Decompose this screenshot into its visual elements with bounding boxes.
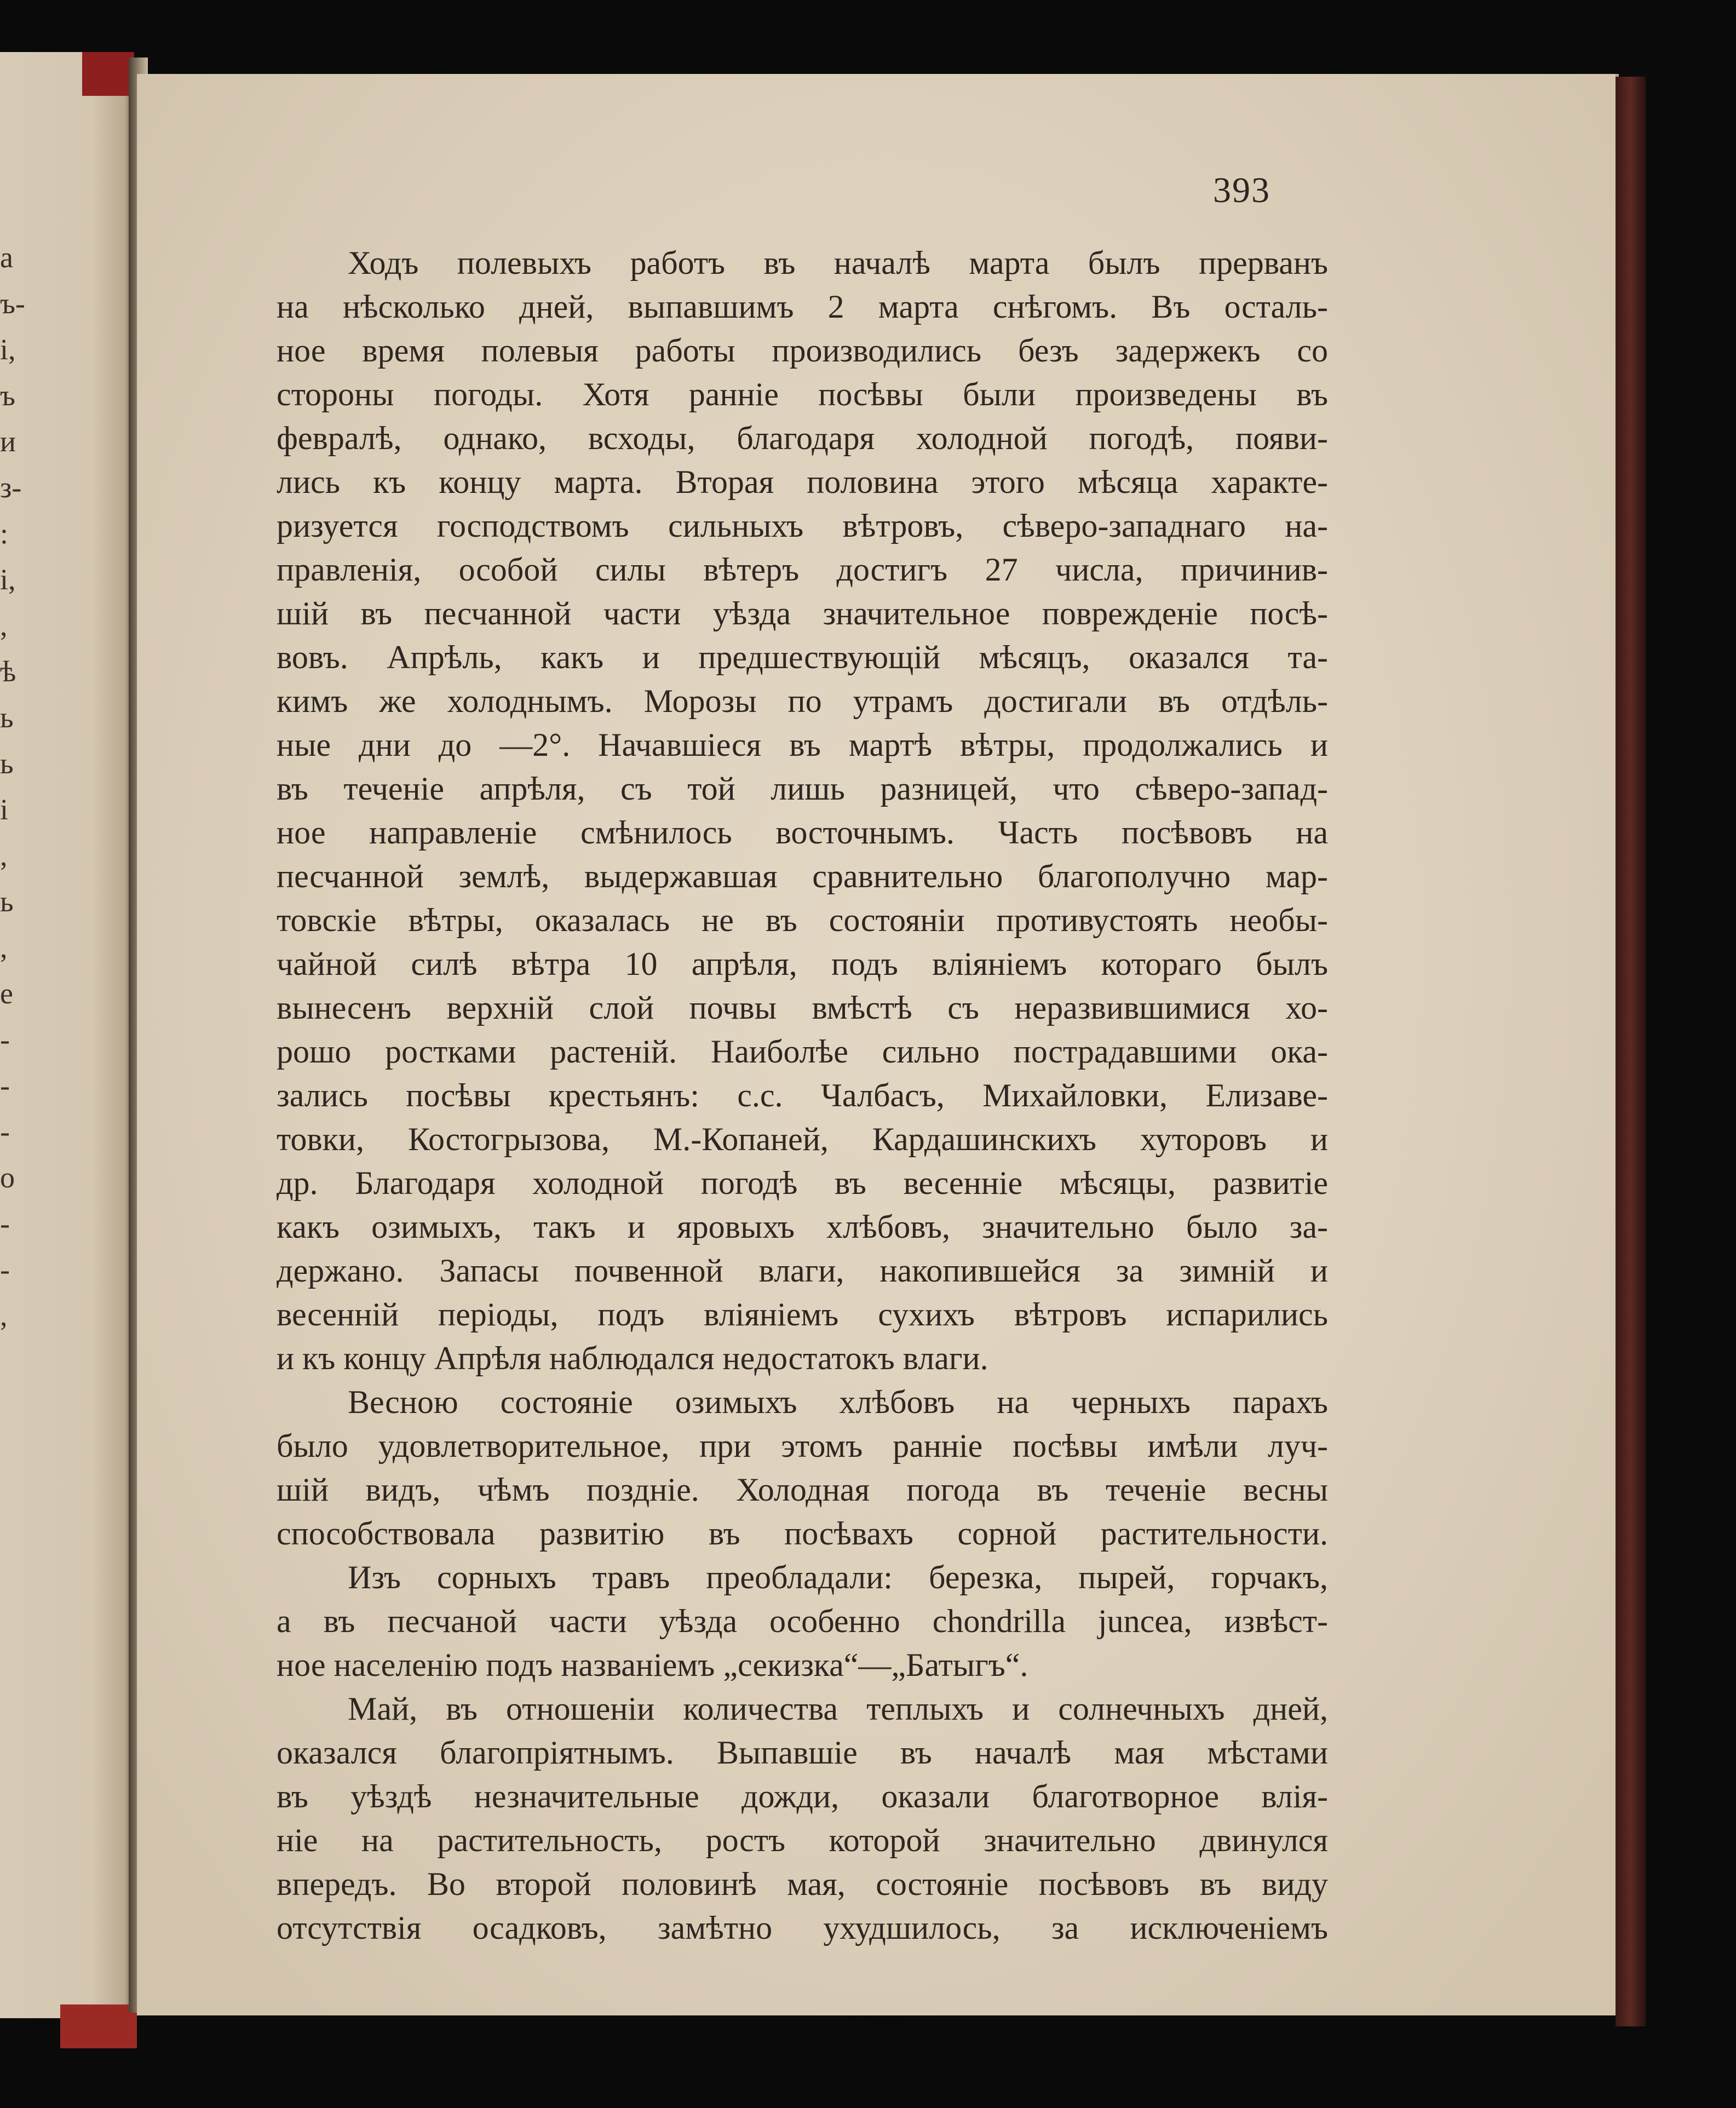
left-edge-char: , [0,1299,8,1332]
text-line: ные дни до —2°. Начавшіеся въ мартѣ вѣтры, продолжались и [277,727,1328,763]
left-edge-char: - [0,1207,10,1240]
left-edge-char: - [0,1253,10,1286]
left-edge-char: е [0,977,13,1010]
text-line: впередъ. Во второй половинѣ мая, состояніе посѣвовъ въ виду [277,1866,1328,1902]
text-line: зались посѣвы крестьянъ: с.с. Чалбасъ, Михайловки, Елизаве- [277,1077,1328,1113]
left-edge-char: ѣ [0,655,16,688]
text-line: лись къ концу марта. Вторая половина этого мѣсяца характе- [277,464,1328,500]
text-line: песчанной землѣ, выдержавшая сравнительно благополучно мар- [277,858,1328,894]
left-edge-char: з- [0,471,22,504]
left-edge-char: , [0,609,8,642]
text-line: ное направленіе смѣнилось восточнымъ. Часть посѣвовъ на [277,814,1328,851]
text-line: способствовала развитію въ посѣвахъ сорной растительности. [277,1515,1328,1552]
text-line: шій видъ, чѣмъ поздніе. Холодная погода въ теченіе весны [277,1472,1328,1508]
text-line: а въ песчаной части уѣзда особенно chondrilla juncea, извѣст- [277,1603,1328,1639]
left-edge-char: и [0,425,16,458]
text-line: Изъ сорныхъ травъ преобладали: березка, пырей, горчакъ, [348,1559,1328,1595]
left-edge-char: і [0,793,9,826]
text-line: чайной силѣ вѣтра 10 апрѣля, подъ вліяніемъ котораго былъ [277,946,1328,982]
left-edge-char: , [0,839,8,872]
text-line: др. Благодаря холодной погодѣ въ весенніе мѣсяцы, развитіе [277,1165,1328,1201]
right-cover-edge [1616,77,1646,2026]
left-edge-char: і, [0,333,16,366]
text-line: на нѣсколько дней, выпавшимъ 2 марта снѣгомъ. Въ осталь- [277,289,1328,325]
text-line: Май, въ отношеніи количества теплыхъ и солнечныхъ дней, [348,1691,1328,1727]
text-line: кимъ же холоднымъ. Морозы по утрамъ достигали въ отдѣль- [277,683,1328,719]
text-line: отсутствія осадковъ, замѣтно ухудшилось, за исключеніемъ [277,1910,1328,1946]
text-line: вовъ. Апрѣль, какъ и предшествующій мѣсяцъ, оказался та- [277,639,1328,675]
text-line: февралѣ, однако, всходы, благодаря холодной погодѣ, появи- [277,420,1328,456]
text-line: товки, Костогрызова, М.-Копаней, Кардашинскихъ хуторовъ и [277,1121,1328,1157]
left-edge-char: - [0,1023,10,1056]
left-edge-char: ь [0,701,14,734]
text-line: Весною состояніе озимыхъ хлѣбовъ на черныхъ парахъ [348,1384,1328,1420]
left-edge-char: - [0,1115,10,1148]
left-edge-char: і, [0,563,16,596]
left-page-red-edge-bottom [60,2004,137,2048]
left-edge-char: ъ- [0,287,25,320]
text-line: въ уѣздѣ незначительные дожди, оказали благотворное влія- [277,1778,1328,1814]
text-line: держано. Запасы почвенной влаги, накопившейся за зимній и [277,1253,1328,1289]
left-edge-char: : [0,517,9,550]
text-line: было удовлетворительное, при этомъ ранніе посѣвы имѣли луч- [277,1428,1328,1464]
text-line: стороны погоды. Хотя ранніе посѣвы были произведены въ [277,376,1328,412]
text-line: рошо ростками растеній. Наиболѣе сильно пострадавшими ока- [277,1033,1328,1070]
left-edge-char: ь [0,747,14,780]
text-line: Ходъ полевыхъ работъ въ началѣ марта былъ прерванъ [348,245,1328,281]
text-line: и къ концу Апрѣля наблюдался недостатокъ влаги. [277,1340,988,1376]
text-line: товскіе вѣтры, оказалась не въ состояніи противустоять необы- [277,902,1328,938]
text-line: весенній періоды, подъ вліяніемъ сухихъ вѣтровъ испарились [277,1296,1328,1332]
text-line: ризуется господствомъ сильныхъ вѣтровъ, сѣверо-западнаго на- [277,508,1328,544]
text-line: оказался благопріятнымъ. Выпавшіе въ началѣ мая мѣстами [277,1734,1328,1771]
left-edge-char: о [0,1161,15,1194]
text-line: шій въ песчанной части уѣзда значительное поврежденіе посѣ- [277,595,1328,631]
left-page-red-edge-top [82,52,134,96]
left-edge-char: ъ [0,379,15,412]
page-number: 393 [1213,170,1271,210]
left-edge-char: , [0,931,8,964]
left-edge-char: ь [0,885,14,918]
left-edge-char: - [0,1069,10,1102]
left-edge-char: а [0,241,13,274]
text-line: правленія, особой силы вѣтеръ достигъ 27 числа, причинив- [277,552,1328,588]
text-line: какъ озимыхъ, такъ и яровыхъ хлѣбовъ, значительно было за- [277,1209,1328,1245]
text-line: въ теченіе апрѣля, съ той лишь разницей, что сѣверо-запад- [277,771,1328,807]
text-line: вынесенъ верхній слой почвы вмѣстѣ съ неразвившимися хо- [277,990,1328,1026]
text-line: ніе на растительность, ростъ которой значительно двинулся [277,1822,1328,1858]
text-line: ное населенію подъ названіемъ „секизка“—„Батыгъ“. [277,1647,1028,1683]
text-line: ное время полевыя работы производились безъ задержекъ со [277,332,1328,369]
